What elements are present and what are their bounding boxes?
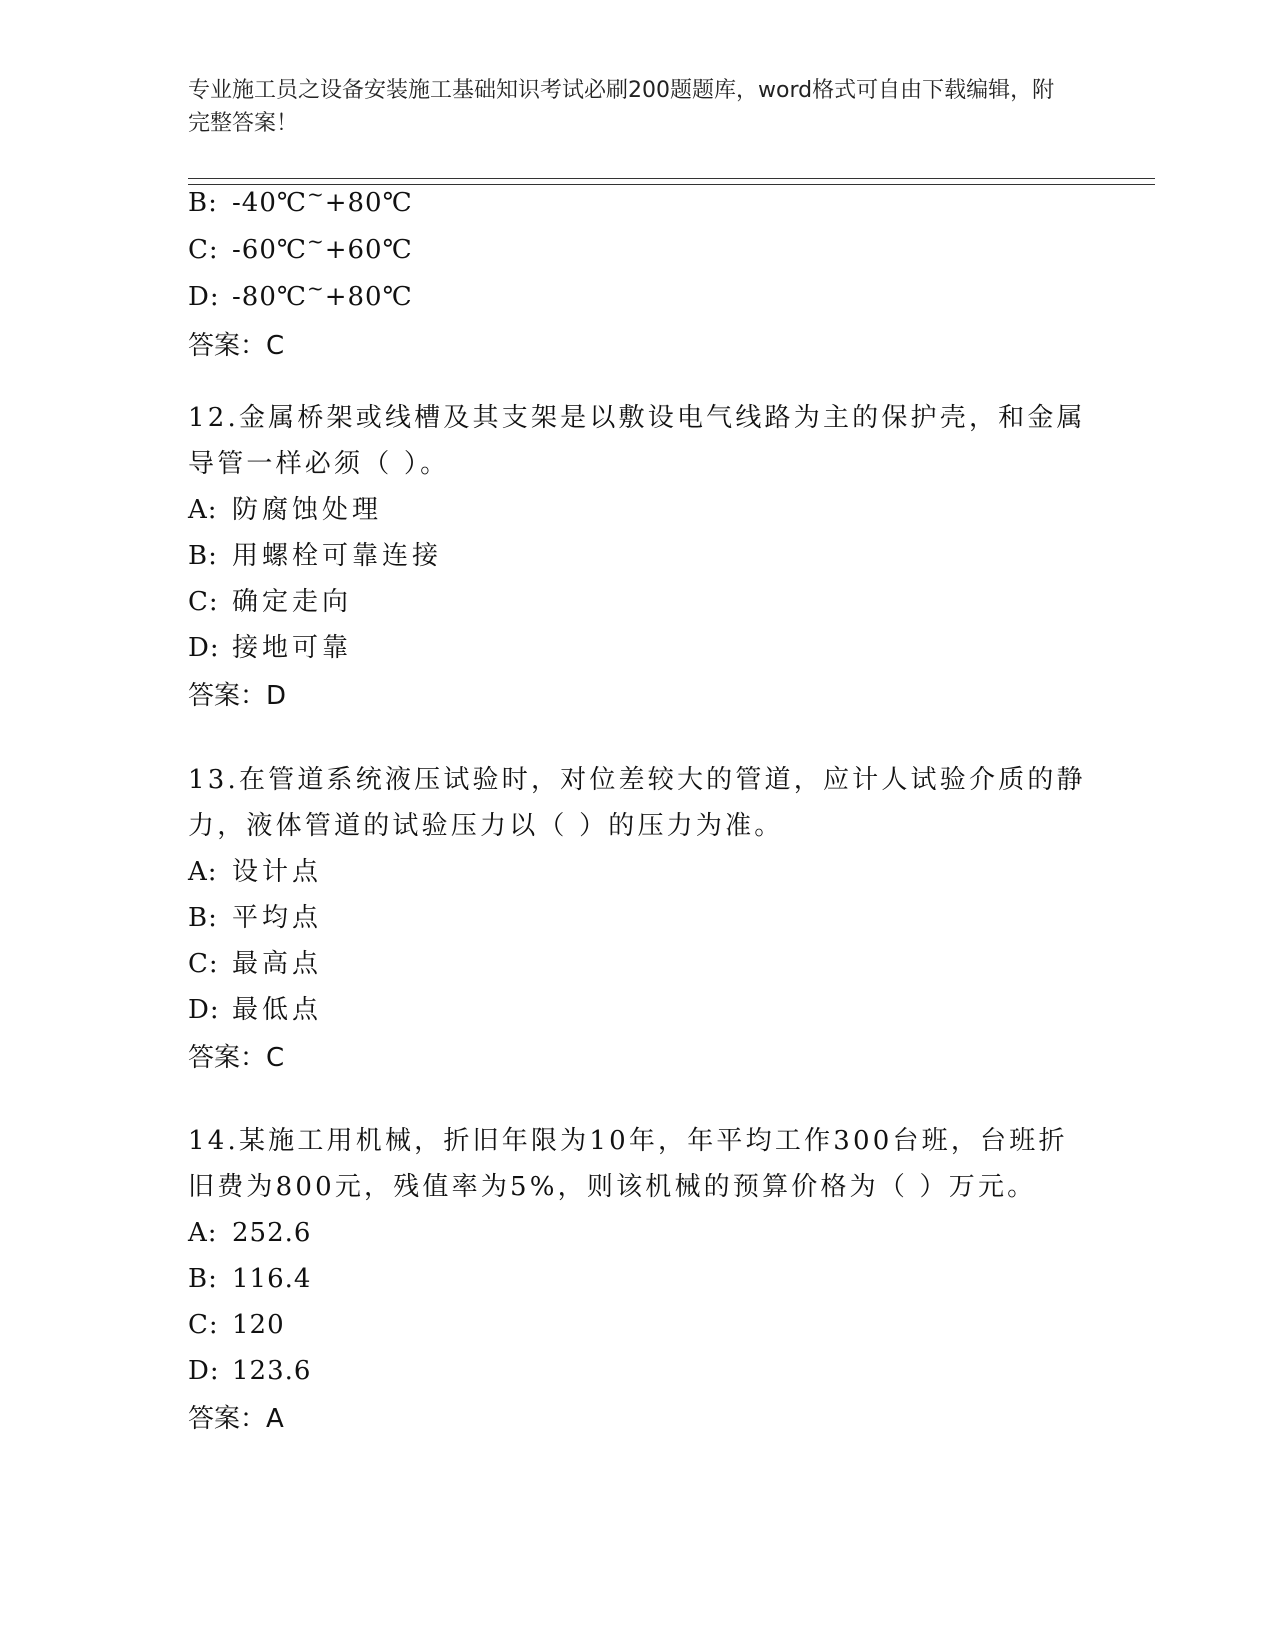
option-b: B: 平均点 — [188, 903, 323, 933]
option-c: C: 确定走向 — [188, 587, 353, 617]
option-d: D: -80℃~+80℃ — [188, 276, 413, 312]
question-12 — [188, 395, 1088, 719]
question-14 — [188, 1118, 1088, 1442]
question-text: 14.某施工用机械，折旧年限为10年，年平均工作300台班，台班折旧费为800元，残值率为5%，则该机械的预算价格为（ ）万元。 — [188, 1126, 1068, 1202]
answer-line: 答案：C — [188, 331, 285, 361]
question-13 — [188, 757, 1088, 1081]
option-b: B: -40℃~+80℃ — [188, 182, 413, 218]
document-header: 专业施工员之设备安装施工基础知识考试必刷200题题库，word格式可自由下载编辑，附完整答案！ — [188, 78, 1055, 136]
header-divider-top — [188, 178, 1155, 179]
option-c: C: -60℃~+60℃ — [188, 229, 413, 265]
answer-line: 答案：A — [188, 1404, 284, 1434]
option-a: A: 252.6 — [188, 1218, 312, 1248]
option-d: D: 接地可靠 — [188, 633, 353, 663]
option-c: C: 最高点 — [188, 949, 323, 979]
option-b: B: 用螺栓可靠连接 — [188, 541, 443, 571]
question-text: 13.在管道系统液压试验时，对位差较大的管道，应计人试验介质的静力，液体管道的试验压力以（ ）的压力为准。 — [188, 765, 1086, 841]
option-b: B: 116.4 — [188, 1264, 312, 1294]
option-a: A: 设计点 — [188, 857, 323, 887]
option-d: D: 123.6 — [188, 1356, 312, 1386]
option-d: D: 最低点 — [188, 995, 323, 1025]
option-c: C: 120 — [188, 1310, 285, 1340]
answer-line: 答案：C — [188, 1043, 285, 1073]
question-text: 12.金属桥架或线槽及其支架是以敷设电气线路为主的保护壳，和金属导管一样必须（ ）。 — [188, 403, 1086, 479]
answer-line: 答案：D — [188, 681, 287, 711]
option-a: A: 防腐蚀处理 — [188, 495, 383, 525]
question-11-remainder — [188, 180, 1088, 369]
